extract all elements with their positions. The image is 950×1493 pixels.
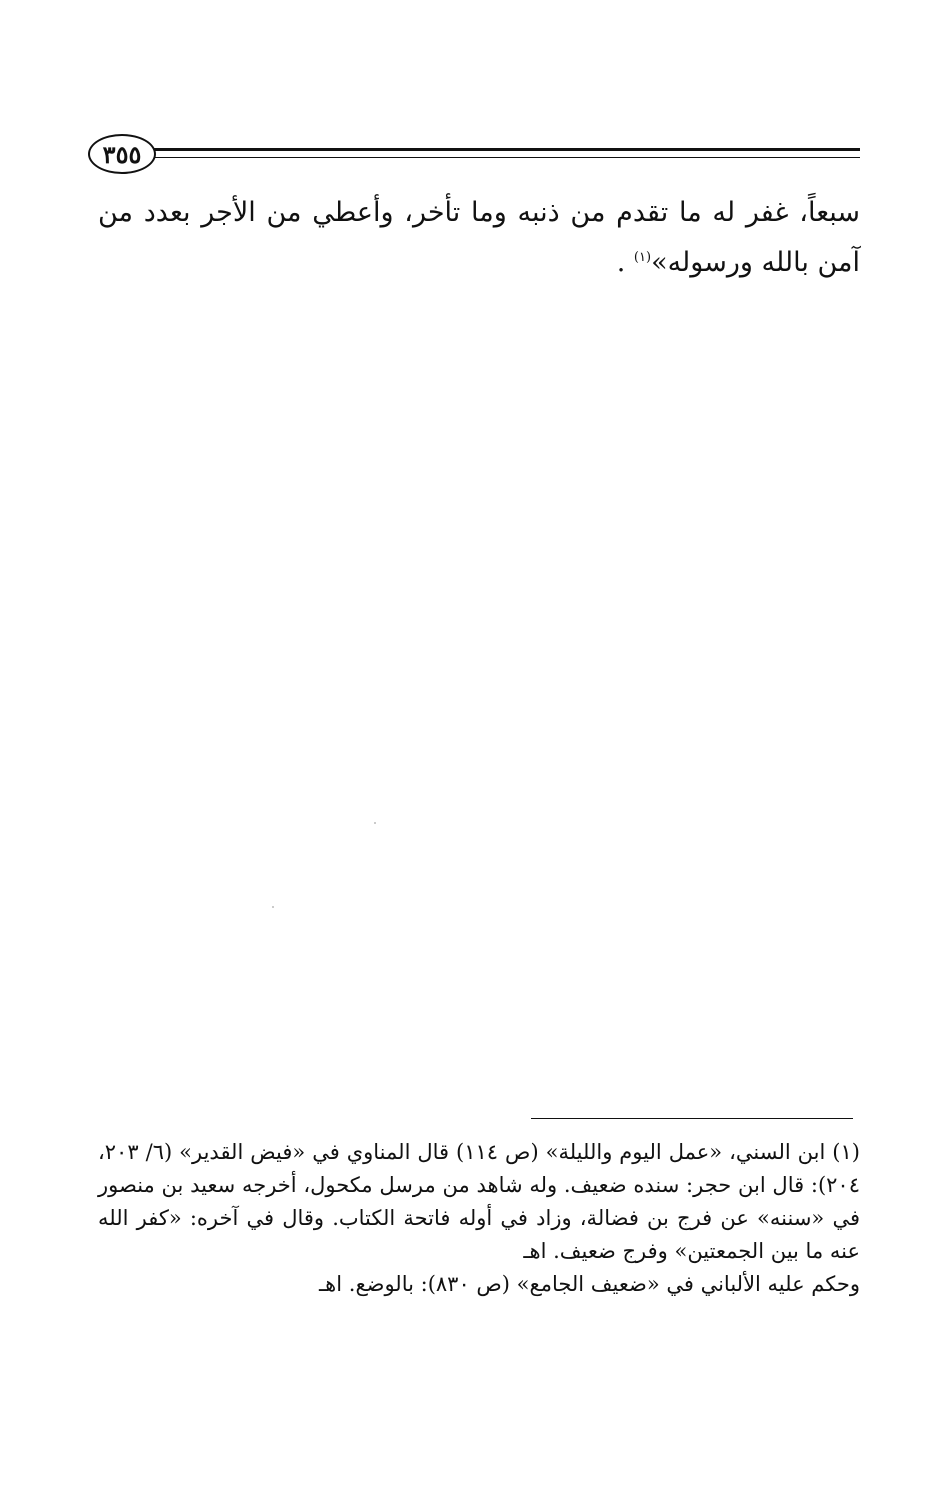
- main-text: [98, 188, 860, 288]
- footnote-separator: [531, 1118, 853, 1119]
- page-number: ٣٥٥: [88, 134, 156, 174]
- page-header: [88, 134, 862, 180]
- footnotes: [98, 1136, 860, 1301]
- scan-speck: [374, 822, 376, 824]
- main-trailing: .: [616, 247, 634, 278]
- footnote-1: (١) ابن السني، «عمل اليوم والليلة» (ص ١١٤) قال المناوي في «فيض القدير» (٦/ ٢٠٣، ٢٠٤): قال ابن حجر: سنده ضعيف. وله شاهد من مرسل مكحول، أخرجه سعيد بن منصور في «سننه» عن فرج بن فضالة، وزاد في أوله فاتحة الكتاب. وقال في آخره: «كفر الله عنه ما بين الجمعتين» وفرج ضعيف. اهـ: [98, 1140, 860, 1263]
- footnote-reference[interactable]: (١): [633, 250, 652, 265]
- footnote-1-continuation: وحكم عليه الألباني في «ضعيف الجامع» (ص ٨٣٠): بالوضع. اهـ: [319, 1272, 860, 1296]
- main-paragraph: سبعاً، غفر له ما تقدم من ذنبه وما تأخر، وأعطي من الأجر بعدد من آمن بالله ورسوله»: [98, 197, 860, 278]
- header-rule: [148, 148, 860, 158]
- scan-speck: [272, 906, 274, 908]
